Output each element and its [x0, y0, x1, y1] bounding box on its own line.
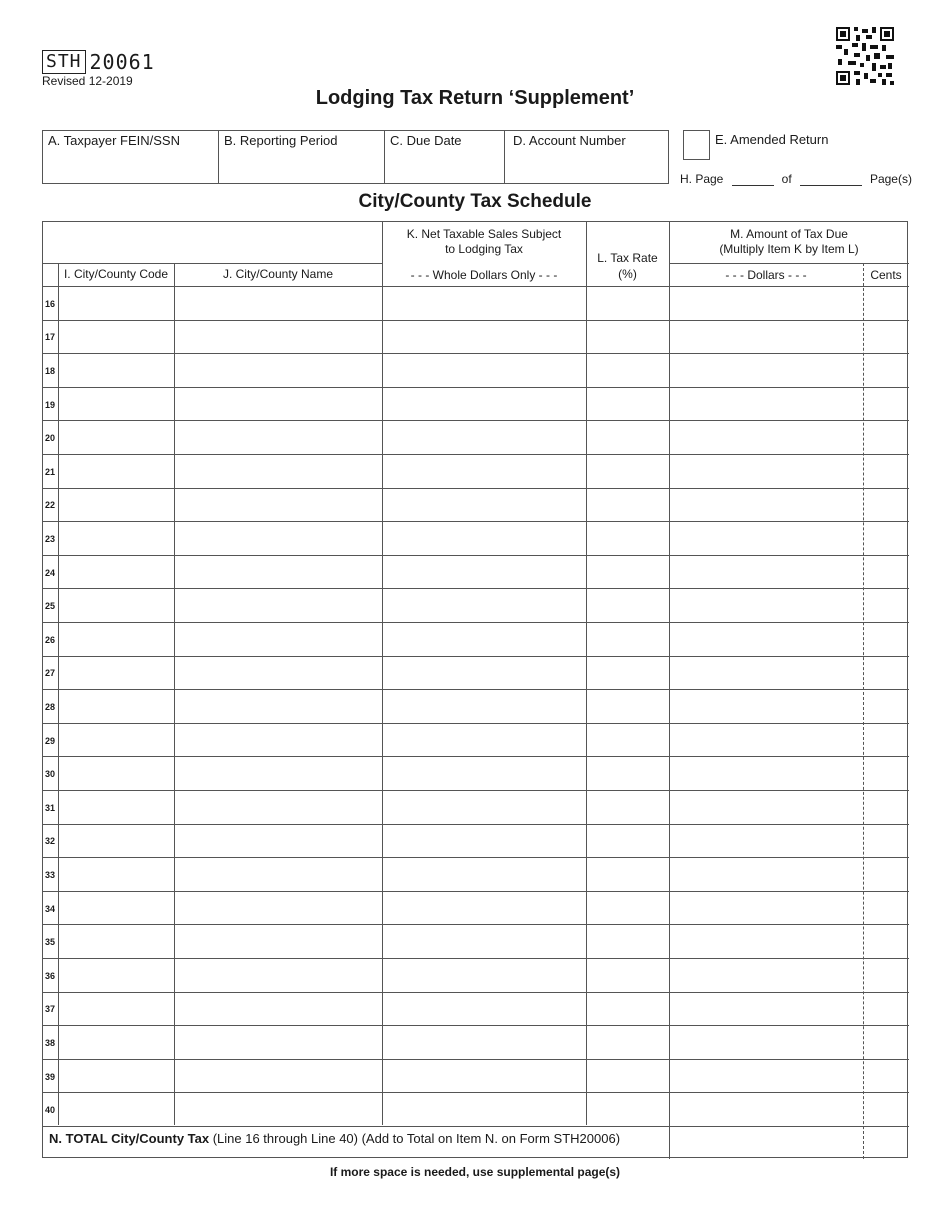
table-row	[43, 353, 909, 354]
taxpayer-fein-field[interactable]	[42, 130, 219, 184]
line-number: 19	[45, 399, 56, 410]
total-label-bold: N. TOTAL City/County Tax	[49, 1131, 210, 1146]
city-county-tax-schedule	[42, 221, 908, 1158]
line-number: 17	[45, 332, 56, 343]
table-row	[43, 622, 909, 623]
table-row	[43, 958, 909, 959]
col-header-tax-due-line2: (Multiply Item K by Item L)	[719, 242, 859, 256]
line-number: 40	[45, 1105, 56, 1116]
table-row	[43, 488, 909, 489]
col-header-cents: Cents	[870, 268, 902, 282]
col-header-tax-rate: L. Tax Rate	[597, 251, 658, 265]
page-number-field[interactable]	[732, 174, 774, 186]
account-number-field[interactable]	[504, 130, 669, 184]
table-row	[43, 1092, 909, 1093]
line-number: 23	[45, 534, 56, 544]
col-header-net-taxable-line1: K. Net Taxable Sales Subject	[406, 227, 562, 241]
table-row	[43, 790, 909, 791]
table-row	[43, 521, 909, 522]
line-number: 37	[45, 1004, 56, 1015]
table-row	[43, 824, 909, 825]
reporting-period-field[interactable]	[218, 130, 385, 184]
form-title: Lodging Tax Return ‘Supplement’	[315, 87, 635, 109]
header-divider	[43, 263, 383, 264]
col-header-whole-dollars: - - - Whole Dollars Only - - -	[410, 268, 558, 282]
form-number: 20061	[89, 50, 155, 74]
line-number: 32	[45, 836, 56, 847]
line-number: 34	[45, 903, 56, 914]
form-id	[42, 50, 155, 74]
line-number: 35	[45, 937, 56, 948]
account-number-label: D. Account Number	[513, 133, 626, 148]
line-number: 25	[45, 601, 56, 612]
col-header-dollars: - - - Dollars - - -	[725, 268, 807, 282]
page-label: H. Page	[680, 172, 724, 186]
col-header-net-taxable-line2: to Lodging Tax	[445, 242, 523, 256]
table-row	[43, 1126, 909, 1127]
taxpayer-fein-label: A. Taxpayer FEIN/SSN	[48, 133, 180, 148]
table-row	[43, 689, 909, 690]
table-row	[43, 588, 909, 589]
revision-date: Revised 12-2019	[42, 74, 133, 88]
table-row	[43, 1059, 909, 1060]
amended-return-label: E. Amended Return	[715, 132, 829, 147]
line-number: 31	[45, 802, 56, 813]
schedule-title: City/County Tax Schedule	[358, 191, 592, 212]
header-bottom-rule	[43, 286, 909, 287]
line-number: 22	[45, 500, 56, 511]
col-header-city-county-name: J. City/County Name	[222, 267, 334, 281]
pages-label: Page(s)	[869, 172, 912, 186]
line-number: 39	[45, 1071, 56, 1082]
table-row	[43, 454, 909, 455]
total-label-detail: (Line 16 through Line 40) (Add to Total on Item N. on Form STH20006)	[209, 1131, 621, 1146]
col-divider-code	[174, 263, 175, 1125]
page-count-line	[680, 172, 912, 186]
qr-code-icon	[836, 27, 894, 85]
col-divider-sales	[586, 222, 587, 1125]
line-number: 18	[45, 366, 56, 376]
line-number: 28	[45, 702, 56, 712]
total-city-county-tax-label	[49, 1131, 620, 1146]
line-number: 21	[45, 466, 56, 477]
table-row	[43, 656, 909, 657]
line-number: 16	[45, 298, 56, 309]
header-divider	[669, 263, 909, 264]
amended-return-checkbox[interactable]	[683, 130, 710, 160]
table-row	[43, 857, 909, 858]
col-divider-name	[382, 222, 383, 1125]
line-number: 20	[45, 433, 56, 444]
table-row	[43, 1025, 909, 1026]
line-number: 38	[45, 1038, 56, 1048]
table-row	[43, 924, 909, 925]
table-row	[43, 420, 909, 421]
table-row	[43, 756, 909, 757]
line-number: 33	[45, 870, 56, 880]
table-row	[43, 992, 909, 993]
due-date-field[interactable]	[384, 130, 505, 184]
table-row	[43, 555, 909, 556]
page-of-label: of	[781, 172, 792, 186]
reporting-period-label: B. Reporting Period	[224, 133, 338, 148]
form-prefix: STH	[42, 50, 86, 74]
line-number: 29	[45, 735, 56, 746]
table-row	[43, 387, 909, 388]
line-number: 36	[45, 970, 56, 981]
table-row	[43, 723, 909, 724]
line-number: 30	[45, 769, 56, 780]
line-number: 26	[45, 634, 56, 645]
col-header-city-county-code: I. City/County Code	[63, 267, 169, 281]
col-divider-line-number	[58, 263, 59, 1125]
col-header-tax-due-line1: M. Amount of Tax Due	[730, 227, 848, 241]
table-row	[43, 320, 909, 321]
supplemental-note: If more space is needed, use supplemental page(s)	[329, 1165, 621, 1179]
col-header-tax-rate-unit: (%)	[618, 267, 637, 281]
line-number: 27	[45, 668, 56, 679]
table-row	[43, 891, 909, 892]
col-divider-rate	[669, 222, 670, 1159]
due-date-label: C. Due Date	[390, 133, 462, 148]
line-number: 24	[45, 567, 56, 578]
page-total-field[interactable]	[800, 174, 862, 186]
